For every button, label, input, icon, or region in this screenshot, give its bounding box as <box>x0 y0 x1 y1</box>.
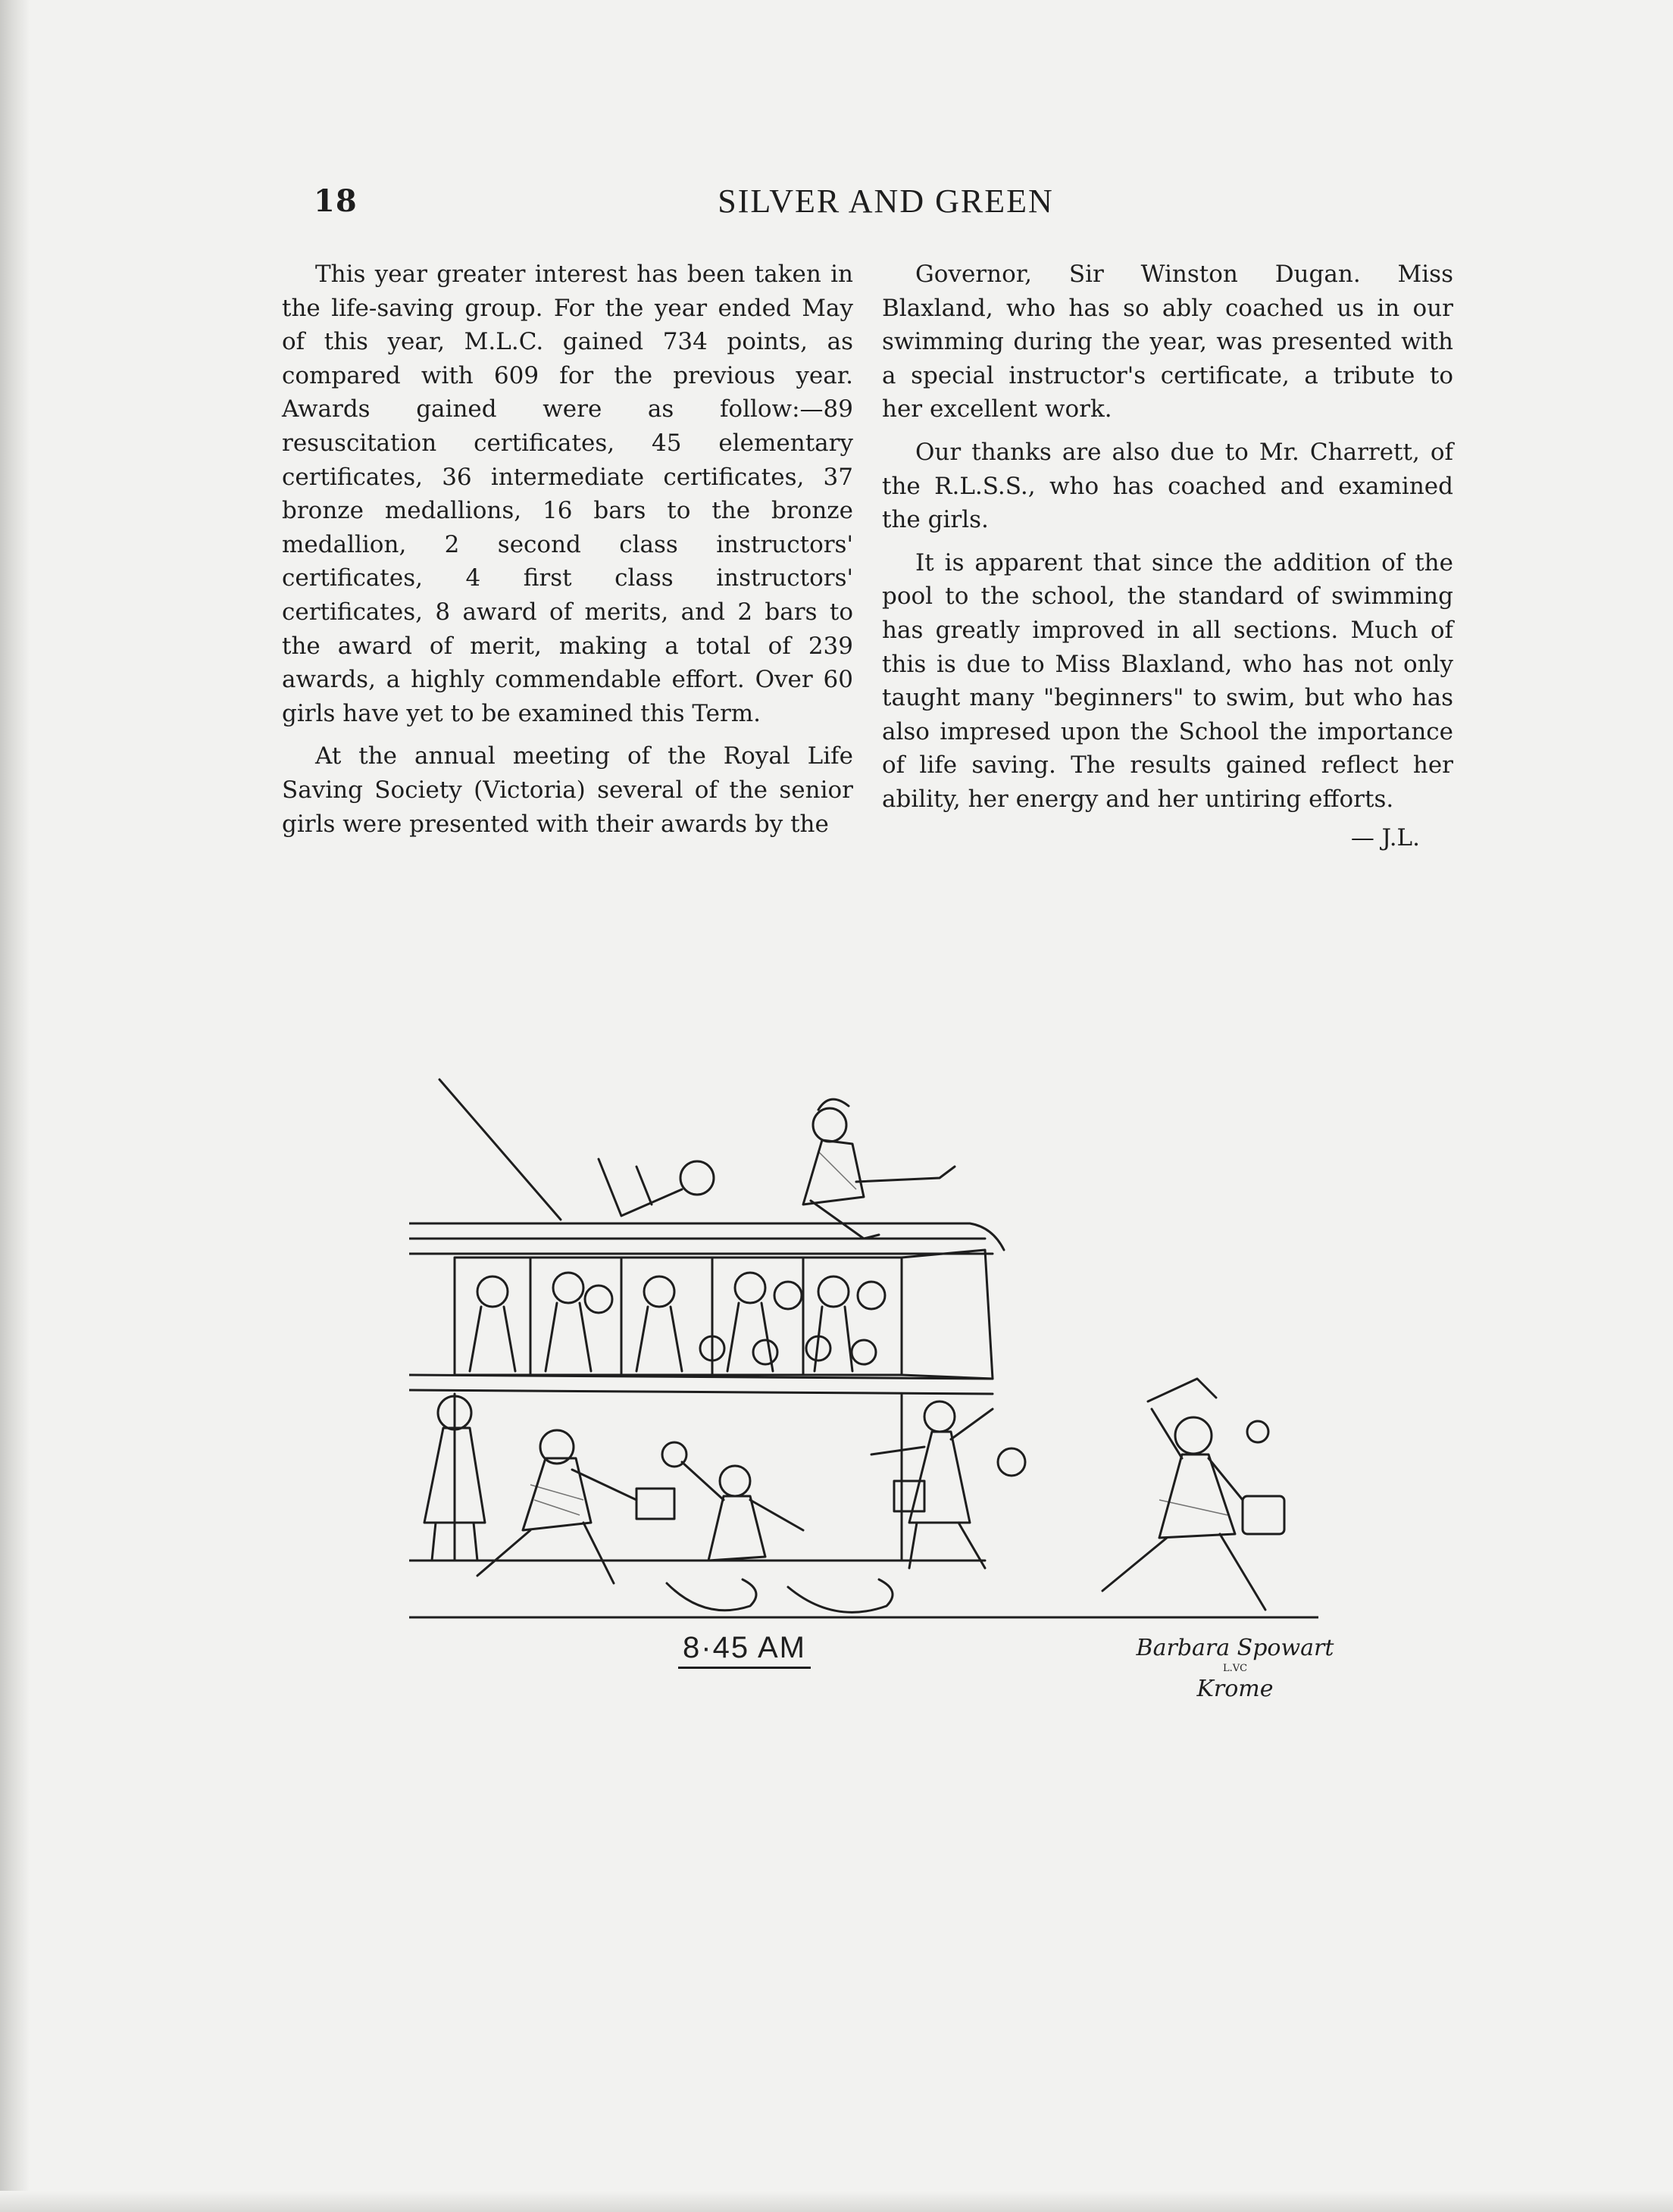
running-title: SILVER AND GREEN <box>718 183 1054 220</box>
artist-name: Barbara Spowart <box>1136 1635 1334 1661</box>
illustration-caption: 8·45 AM <box>678 1631 811 1669</box>
artist-house: Krome <box>1196 1676 1274 1702</box>
page-bottom-edge <box>0 2191 1673 2212</box>
author-signoff: — J.L. <box>1350 823 1420 851</box>
left-column <box>282 258 853 850</box>
tram-windows <box>455 1258 902 1375</box>
paragraph-thanks: Our thanks are also due to Mr. Charrett, of the R.L.S.S., who has coached and examined the girls. <box>882 438 1453 534</box>
page-number: 18 <box>314 183 358 219</box>
tram-illustration <box>409 1076 1318 1621</box>
right-column <box>882 258 1453 854</box>
artist-signature <box>1121 1635 1349 1702</box>
tram-roof <box>409 1223 1004 1250</box>
paragraph-life-saving-results: This year greater interest has been taken in the life-saving group. For the year ended May of this year, M.L.C. gained 734 points, as compared with 609 for the previous year. Awards gained were as follow:—89 resuscitation certificates, 45 elementary certificates, 36 intermediate certificates, 37 bronze medallions, 16 bars to the bronze medallion, 2 second class instructors' certificates, 4 first class instructors' certificates, 8 award of merits, and 2 bars to the award of merit, making a total of 239 awards, a highly commendable effort. Over 60 girls have yet to be examined this Term. <box>282 261 853 727</box>
trolley-pole <box>439 1079 561 1220</box>
page-binding-edge <box>0 0 30 2212</box>
tram-wheel <box>788 1579 893 1612</box>
paragraph-annual-meeting: At the annual meeting of the Royal Life Saving Society (Victoria) several of the senior girls were presented with their awards by the <box>282 742 853 838</box>
page-header <box>314 179 1458 232</box>
tram-wheel <box>667 1579 756 1611</box>
paragraph-governor: Governor, Sir Winston Dugan. Miss Blaxland, who has so ably coached us in our swimming during the year, was presented with a special instructor's certificate, a tribute to her excellent work. <box>882 261 1453 423</box>
artist-form: L.VC <box>1222 1663 1248 1674</box>
paragraph-swimming-standard: It is apparent that since the addition of the pool to the school, the standard of swimming has greatly improved in all sections. Much of this is due to Miss Blaxland, who has not only taught many "beginners" to swim, but who has also impresed upon the School the importance of life saving. The results gained reflect her ability, her energy and her untiring efforts. <box>882 548 1453 813</box>
